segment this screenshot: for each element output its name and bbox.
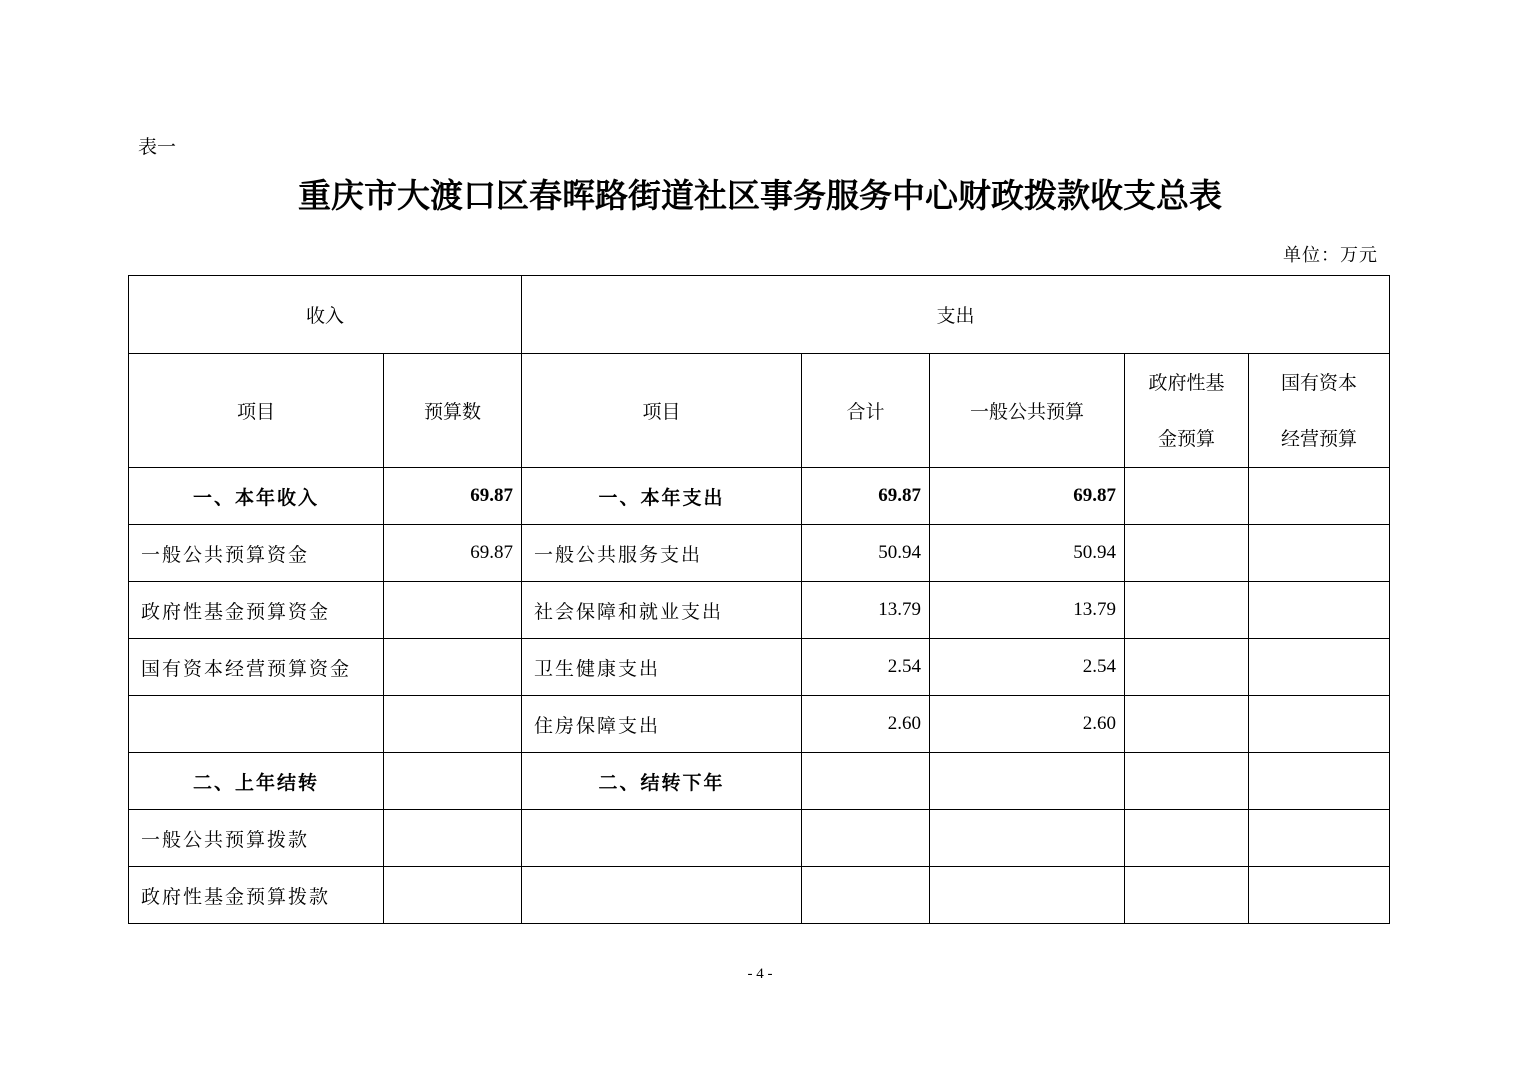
document-title: 重庆市大渡口区春晖路街道社区事务服务中心财政拨款收支总表 <box>298 176 1222 215</box>
table-row <box>129 867 1390 924</box>
col-header-gov-fund-line2: 金预算 <box>1158 427 1216 450</box>
state-capital-cell <box>1249 525 1390 582</box>
income-budget-cell <box>384 639 522 696</box>
col-header-gov-fund <box>1125 354 1249 468</box>
expense-item-cell: 社会保障和就业支出 <box>522 582 802 639</box>
total-cell: 69.87 <box>802 468 930 525</box>
income-item-cell: 国有资本经营预算资金 <box>129 639 384 696</box>
income-budget-cell <box>384 582 522 639</box>
col-header-state-capital-line1: 国有资本 <box>1281 371 1358 394</box>
general-budget-cell <box>930 867 1125 924</box>
table-row <box>129 525 1390 582</box>
income-item-cell: 二、上年结转 <box>129 753 384 810</box>
table-row <box>129 468 1390 525</box>
gov-fund-cell <box>1125 582 1249 639</box>
table-label: 表一 <box>138 136 177 158</box>
income-budget-cell <box>384 753 522 810</box>
income-item-cell <box>129 696 384 753</box>
income-item-cell: 一般公共预算资金 <box>129 525 384 582</box>
total-cell <box>802 753 930 810</box>
general-budget-cell: 13.79 <box>930 582 1125 639</box>
income-item-cell: 一般公共预算拨款 <box>129 810 384 867</box>
gov-fund-cell <box>1125 525 1249 582</box>
expense-item-cell: 一、本年支出 <box>522 468 802 525</box>
income-budget-cell: 69.87 <box>384 468 522 525</box>
column-header-row <box>129 354 1390 468</box>
state-capital-cell <box>1249 468 1390 525</box>
general-budget-cell: 50.94 <box>930 525 1125 582</box>
income-budget-cell <box>384 696 522 753</box>
gov-fund-cell <box>1125 639 1249 696</box>
gov-fund-cell <box>1125 468 1249 525</box>
expense-item-cell: 住房保障支出 <box>522 696 802 753</box>
table-row <box>129 696 1390 753</box>
state-capital-cell <box>1249 753 1390 810</box>
income-budget-cell <box>384 810 522 867</box>
gov-fund-cell <box>1125 810 1249 867</box>
gov-fund-cell <box>1125 753 1249 810</box>
state-capital-cell <box>1249 696 1390 753</box>
total-cell <box>802 867 930 924</box>
income-budget-cell: 69.87 <box>384 525 522 582</box>
income-budget-cell <box>384 867 522 924</box>
general-budget-cell <box>930 753 1125 810</box>
col-header-income-budget: 预算数 <box>384 354 522 468</box>
income-item-cell: 政府性基金预算拨款 <box>129 867 384 924</box>
col-header-gov-fund-line1: 政府性基 <box>1148 371 1225 394</box>
income-item-cell: 一、本年收入 <box>129 468 384 525</box>
state-capital-cell <box>1249 582 1390 639</box>
total-cell: 50.94 <box>802 525 930 582</box>
general-budget-cell: 2.60 <box>930 696 1125 753</box>
table-row <box>129 639 1390 696</box>
unit-label: 单位：万元 <box>1283 245 1378 266</box>
group-header-row <box>129 276 1390 354</box>
income-group-header: 收入 <box>129 276 522 354</box>
expense-item-cell <box>522 867 802 924</box>
expense-group-header: 支出 <box>522 276 1390 354</box>
state-capital-cell <box>1249 810 1390 867</box>
col-header-state-capital-line2: 经营预算 <box>1281 427 1358 450</box>
total-cell: 2.54 <box>802 639 930 696</box>
total-cell: 13.79 <box>802 582 930 639</box>
general-budget-cell <box>930 810 1125 867</box>
col-header-total: 合计 <box>802 354 930 468</box>
table-row <box>129 810 1390 867</box>
state-capital-cell <box>1249 639 1390 696</box>
expense-item-cell: 卫生健康支出 <box>522 639 802 696</box>
income-item-cell: 政府性基金预算资金 <box>129 582 384 639</box>
total-cell <box>802 810 930 867</box>
table-row <box>129 753 1390 810</box>
expense-item-cell: 二、结转下年 <box>522 753 802 810</box>
col-header-expense-item: 项目 <box>522 354 802 468</box>
page-number: - 4 - <box>747 966 773 982</box>
expense-item-cell <box>522 810 802 867</box>
total-cell: 2.60 <box>802 696 930 753</box>
general-budget-cell: 2.54 <box>930 639 1125 696</box>
table-row <box>129 582 1390 639</box>
state-capital-cell <box>1249 867 1390 924</box>
general-budget-cell: 69.87 <box>930 468 1125 525</box>
budget-summary-table <box>128 275 1390 924</box>
col-header-state-capital <box>1249 354 1390 468</box>
gov-fund-cell <box>1125 696 1249 753</box>
col-header-income-item: 项目 <box>129 354 384 468</box>
expense-item-cell: 一般公共服务支出 <box>522 525 802 582</box>
col-header-general-budget: 一般公共预算 <box>930 354 1125 468</box>
gov-fund-cell <box>1125 867 1249 924</box>
